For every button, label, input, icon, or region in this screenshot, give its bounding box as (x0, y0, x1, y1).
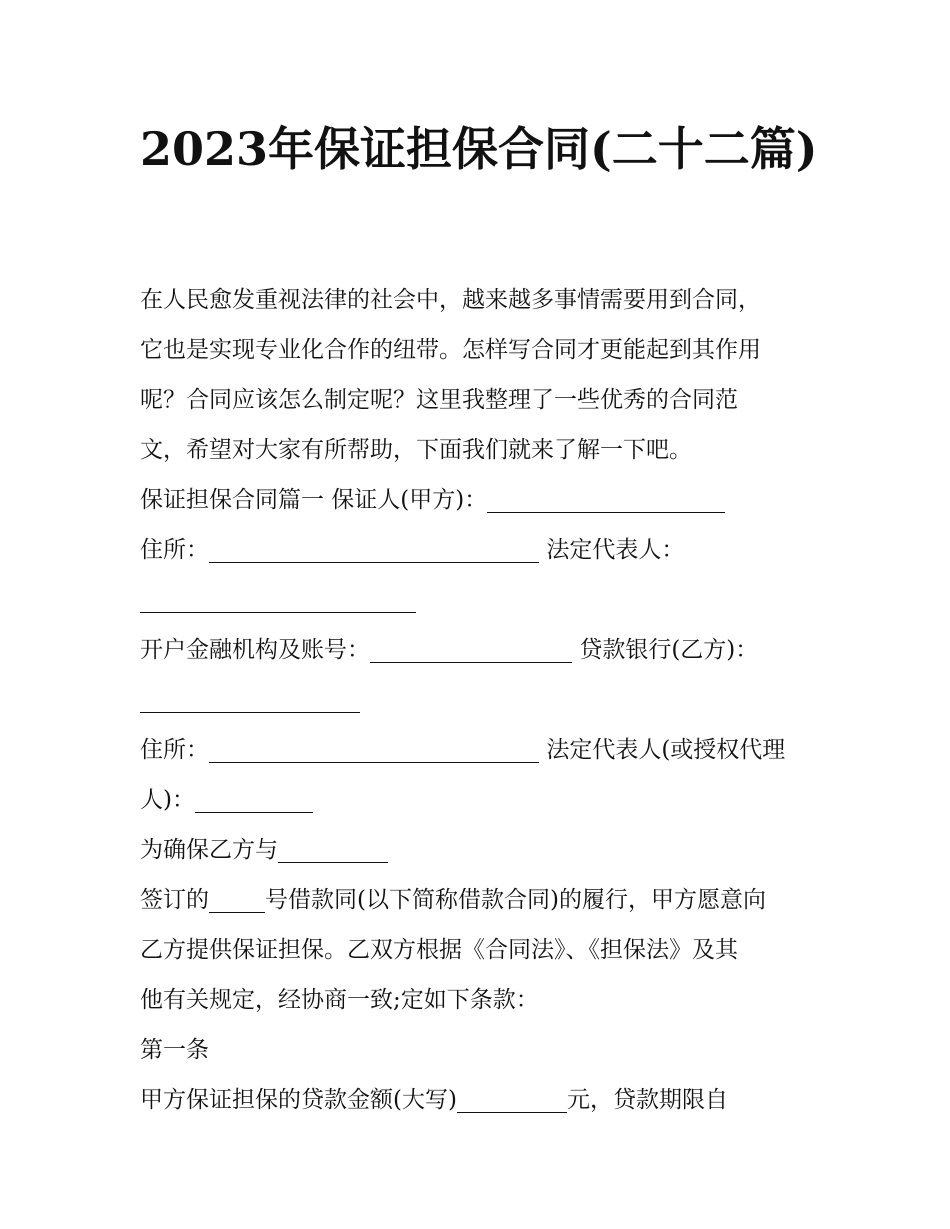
address-label-2: 住所： (140, 737, 209, 763)
legal-rep-blank-line (140, 575, 815, 625)
intro-line-3: 呢？合同应该怎么制定呢？这里我整理了一些优秀的合同范 (140, 387, 738, 413)
intro-line-1: 在人民愈发重视法律的社会中，越来越多事情需要用到合同， (140, 287, 761, 313)
amount-line (140, 1075, 815, 1125)
ensure-blank (278, 834, 388, 863)
lender-label: 贷款银行(乙方)： (579, 637, 759, 663)
address-line-1 (140, 525, 815, 575)
address-blank-2 (209, 734, 539, 763)
bank-account-blank (370, 634, 572, 663)
legal-rep-label-2: 法定代表人(或授权代理 (546, 737, 786, 763)
amount-prefix: 甲方保证担保的贷款金额(大写) (140, 1087, 457, 1113)
document-title: 2023年保证担保合同(二十二篇) (140, 122, 818, 176)
contract-number-blank (209, 884, 265, 913)
lender-blank-line (140, 675, 815, 725)
signed-suffix: 号借款同(以下简称借款合同)的履行，甲方愿意向 (265, 887, 766, 913)
paragraph-line-3: 他有关规定，经协商一致;定如下条款： (140, 987, 539, 1013)
legal-rep-label-2b: 人)： (140, 787, 195, 813)
signed-prefix: 签订的 (140, 887, 209, 913)
lender-blank (140, 684, 360, 713)
address-blank (209, 534, 539, 563)
guarantor-blank (487, 484, 725, 513)
amount-suffix: 元，贷款期限自 (566, 1087, 728, 1113)
ensure-label: 为确保乙方与 (140, 837, 278, 863)
article-1-heading: 第一条 (140, 1037, 209, 1063)
bank-account-label: 开户金融机构及账号： (140, 637, 370, 663)
paragraph-line-2: 乙方提供保证担保。乙双方根据《合同法》、《担保法》及其 (140, 937, 738, 963)
ensure-line (140, 825, 815, 875)
legal-rep-blank-2 (195, 784, 313, 813)
legal-rep-blank (140, 584, 416, 613)
amount-blank (457, 1084, 567, 1113)
intro-line-2: 它也是实现专业化合作的纽带。怎样写合同才更能起到其作用 (140, 337, 761, 363)
guarantor-label: 保证担保合同篇一 保证人(甲方)： (140, 487, 488, 513)
signed-line (140, 875, 815, 925)
bank-account-line (140, 625, 815, 675)
intro-line-4: 文，希望对大家有所帮助，下面我们就来了解一下吧。 (140, 437, 692, 463)
guarantor-line (140, 475, 815, 525)
legal-rep-label: 法定代表人： (546, 537, 685, 563)
address-label: 住所： (140, 537, 209, 563)
address-line-2 (140, 725, 815, 775)
legal-rep-line-2 (140, 775, 815, 825)
document-body (140, 275, 815, 1125)
